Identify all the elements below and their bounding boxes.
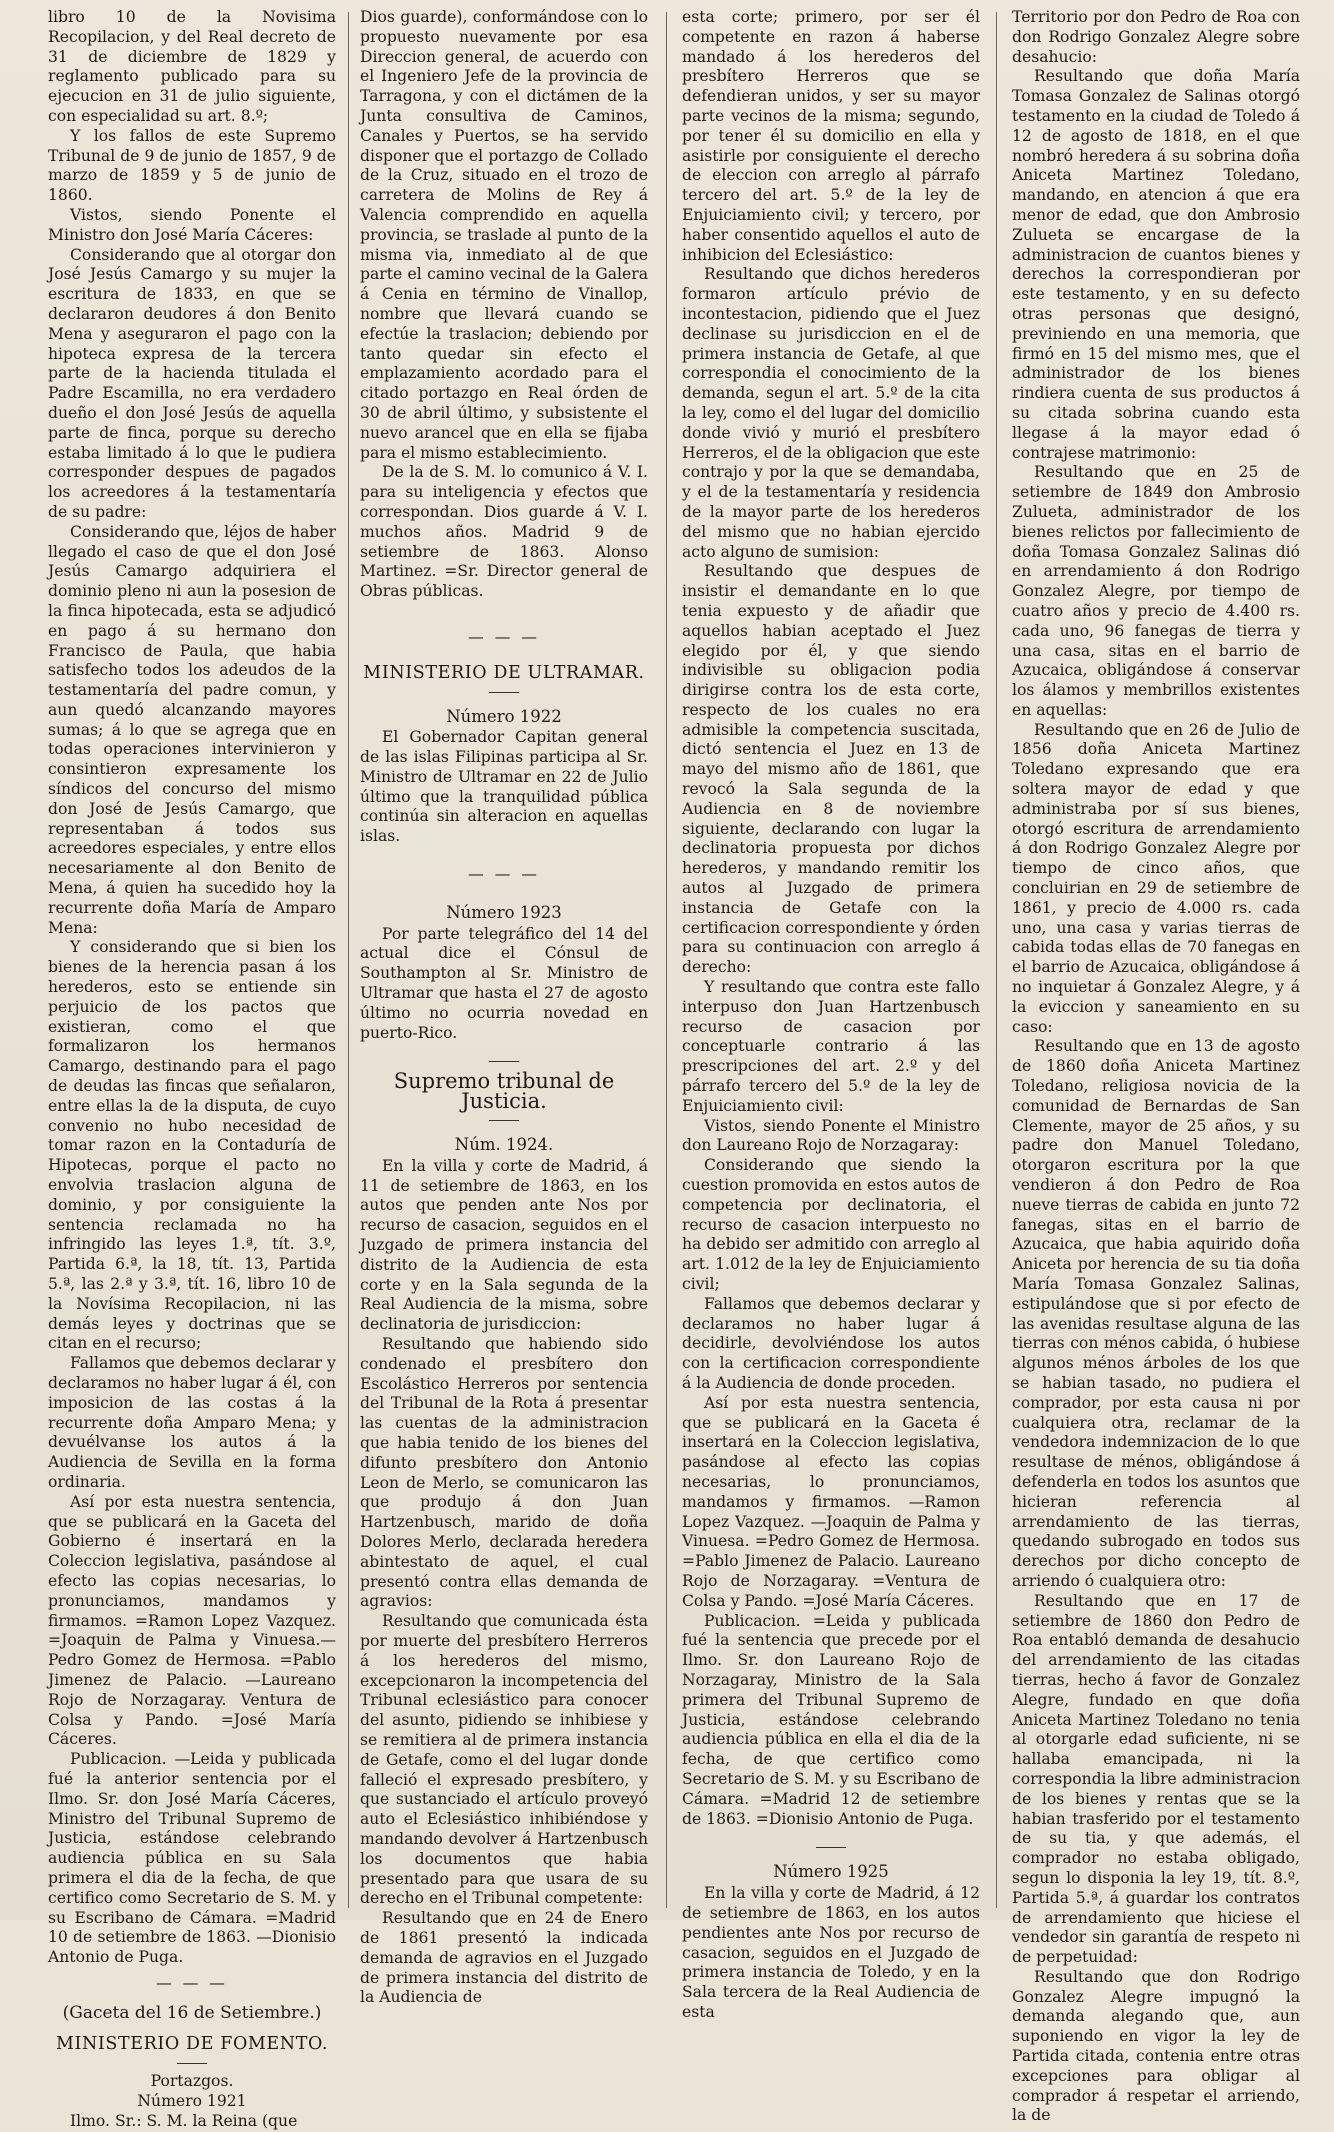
paragraph: Fallamos que debemos declarar y declaramos no haber lugar á decidirle, devolviéndose los autos con la certificacion correspondiente á la Audiencia de donde proceden. <box>682 1294 980 1392</box>
paragraph: Y considerando que si bien los bienes de la herencia pasan á los herederos, esto se entiende sin perjuicio de los pactos que existieran, como el que formalizaron los hermanos Camargo, destinando para el pago de deudas las fincas que señalaron, entre ellas la de la disputa, de cuyo convenio no hubo necesidad de tomar razon en la Contaduría de Hipotecas, porque el pacto no envolvia traslacion alguna de dominio, y por consiguiente la sentencia reclamada no ha infringido las leyes 1.ª, tít. 3.º, Partida 6.ª, la 18, tít. 13, Partida 5.ª, las 2.ª y 3.ª, tít. 16, libro 10 de la Novísima Recopilacion, ni las demás leyes y doctrinas que se citan en el recurso; <box>48 938 336 1353</box>
paragraph: Y resultando que contra este fallo interpuso don Juan Hartzenbusch recurso de casacion por conceptuarle contrario á las prescripciones del art. 2.º y del párrafo tercero del 5.º de la ley de Enjuiciamiento civil: <box>682 978 980 1115</box>
column-rule <box>996 12 997 1908</box>
column-3 <box>676 8 986 2021</box>
paragraph: Y los fallos de este Supremo Tribunal de 9 de junio de 1857, 9 de marzo de 1859 y 5 de junio de 1860. <box>48 126 336 205</box>
paragraph: Considerando que, léjos de haber llegado el caso de que el don José Jesús Camargo adquiriera el dominio pleno ni aun la posesion de la finca hipotecada, esta se adjudicó en pago á su hermano don Francisco de Paula, que habia satisfecho todos los adeudos de la testamentaría del padre comun, y aun quedó alcanzando mayores sumas; á lo que se agrega que en todas operaciones intervinieron y consintieron expresamente los síndicos del concurso del mismo don José de Jesús Camargo, que representaban á todos sus acreedores especiales, y entre ellos necesariamente al don Benito de Mena, á quien ha sucedido hoy la recurrente doña María de Amparo Mena: <box>48 522 336 937</box>
numero-1923: Número 1923 <box>446 902 562 922</box>
paragraph: Resultando que don Rodrigo Gonzalez Alegre impugnó la demanda alegando que, aun suponiendo en vigor la ley de Partida citada, contenia entre otras excepciones para obligar al comprador á respetar el arriendo, la de <box>1012 1967 1300 2125</box>
paragraph: Vistos, siendo Ponente el Ministro don Laureano Rojo de Norzagaray: <box>682 1116 980 1155</box>
paragraph: Así por esta nuestra sentencia, que se publicará en la Gaceta é insertará en la Coleccion legislativa, pasándose al efecto las copias necesarias, lo pronunciamos, mandamos y firmamos. —Ramon Lopez Vazquez. —Joaquin de Palma y Vinuesa. =Pedro Gomez de Hermosa. =Pablo Jimenez de Palacio. Laureano Rojo de Norzagaray. =Ventura de Colsa y Pando. =José María Cáceres. <box>682 1393 980 1610</box>
paragraph: Resultando que en 25 de setiembre de 1849 don Ambrosio Zulueta, administrador de los bienes relictos por fallecimiento de doña Tomasa Gonzalez Salinas dió en arrendamiento á don Rodrigo Gonzalez Alegre, por tiempo de cuatro años y precio de 4.400 rs. cada uno, 96 fanegas de tierra y una casa, sitas en el barrio de Azucaica, obligándose á conservar los álamos y membrillos existentes en aquellas: <box>1012 463 1300 719</box>
column-1 <box>42 8 342 2130</box>
paragraph: En la villa y corte de Madrid, á 11 de setiembre de 1863, en los autos que penden ante Nos por recurso de casacion, seguidos en el Juzgado de primera instancia del distrito de la Audiencia de esta corte y en la Sala segunda de la Real Audiencia de la misma, sobre declinatoria de jurisdiccion: <box>360 1156 648 1334</box>
paragraph: Considerando que siendo la cuestion promovida en estos autos de competencia por declinatoria, el recurso de casacion interpuesto no ha debido ser admitido con arreglo al art. 1.012 de la ley de Enjuiciamiento civil; <box>682 1156 980 1293</box>
portazgos-subheading: Portazgos. <box>150 2072 234 2091</box>
column-rule <box>666 12 667 1908</box>
paragraph: Resultando que despues de insistir el demandante en lo que tenia expuesto y de añadir que aquellos habian aceptado el Juez elegido por él, y que siendo indivisible su obligacion podia dirigirse contra los de esta corte, respecto de los cuales no era admisible la competencia suscitada, dictó sentencia el Juez en 13 de mayo del mismo año de 1861, que revocó la Sala segunda de la Audiencia en 8 de noviembre siguiente, declarando con lugar la declinatoria propuesta por dichos herederos, y mandando remitir los autos al Juzgado de primera instancia de Getafe con la certificacion correspondiente y órden para su continuacion con arreglo á derecho: <box>682 562 980 977</box>
paragraph: Publicacion. —Leida y publicada fué la anterior sentencia por el Ilmo. Sr. don José María Cáceres, Ministro del Tribunal Supremo de Justicia, estándose celebrando audiencia pública en su Sala primera el dia de la fecha, de que certifico como Secretario de S. M. y su Escribano de Cámara. =Madrid 10 de setiembre de 1863. —Dionisio Antonio de Puga. <box>48 1750 336 1967</box>
paragraph: En la villa y corte de Madrid, á 12 de setiembre de 1863, en los autos pendientes ante Nos por recurso de casacion, seguidos en el Juzgado de primera instancia de Toledo, y en la Sala tercera de la Real Audiencia de esta <box>682 1884 980 2021</box>
paragraph: Dios guarde), conformándose con lo propuesto nuevamente por esa Direccion general, de acuerdo con el Ingeniero Jefe de la provincia de Tarragona, y con el dictámen de la Junta consultiva de Caminos, Canales y Puertos, se ha servido disponer que el portazgo de Collado de la Cruz, situado en el trozo de carretera de Molins de Rey á Valencia comprendido en aquella provincia, se traslade al punto de la misma via, inmediato al de que parte el camino vecinal de la Galera á Cenia en término de Vinallop, nombre que llevará cuando se efectúe la traslacion; debiendo por tanto quedar sin efecto el emplazamiento acordado para el citado portazgo en Real órden de 30 de abril último, y subsistente el nuevo arancel que en ella se fijaba para el mismo establecimiento. <box>360 8 648 462</box>
paragraph: Resultando que en 13 de agosto de 1860 doña Aniceta Martinez Toledano, religiosa novicia de la comunidad de Bernardas de San Clemente, mayor de 25 años, y su padre don Manuel Toledano, otorgaron escritura por la que vendieron á don Pedro de Roa nueve tierras de cabida en junto 72 fanegas, sitas en el barrio de Azucaica, que habia aquirido doña Aniceta por herencia de su tia doña María Tomasa Gonzalez Salinas, estipulándose que si por efecto de las avenidas resultase alguna de las tierras con ménos cabida, ó hubiese algunos ménos árboles de los que se habian tasado, no pudiera el comprador, por esta causa ni por cualquiera otra, reclamar de la vendedora indemnizacion de lo que resultase de ménos, obligándose á defenderla en todos los asuntos que hicieran referencia al arrendamiento de las tierras, quedando subrogado en todos sus derechos por dicho concepto de arriendo ó cualquiera otro: <box>1012 1037 1300 1590</box>
divider <box>489 1120 519 1121</box>
ministerio-ultramar-heading: MINISTERIO DE ULTRAMAR. <box>363 662 645 683</box>
separator: — — — <box>468 627 540 646</box>
paragraph: Resultando que en 24 de Enero de 1861 presentó la indicada demanda de agravios en el Juzgado de primera instancia del distrito de la Audiencia de <box>360 1909 648 2007</box>
paragraph: libro 10 de la Novisima Recopilacion, y del Real decreto de 31 de diciembre de 1829 y reglamento publicado para su ejecucion en 31 de julio siguiente, con especialidad su art. 8.º; <box>48 8 336 125</box>
paragraph: Por parte telegráfico del 14 del actual dice el Cónsul de Southampton al Sr. Ministro de Ultramar que hasta el 27 de agosto último no ocurria novedad en puerto-Rico. <box>360 924 648 1042</box>
divider <box>489 692 519 693</box>
column-rule <box>348 12 349 1908</box>
paragraph: Territorio por don Pedro de Roa con don Rodrigo Gonzalez Alegre sobre desahucio: <box>1012 8 1300 66</box>
column-2 <box>354 8 654 2007</box>
paragraph: esta corte; primero, por ser él competente en razon á haberse mandado á los herederos del presbítero Herreros que se defendieran unidos, y ser su mayor parte vecinos de la misma; segundo, por tener él su domicilio en ella y asistirle por consiguiente el derecho de eleccion con arreglo al párrafo tercero del art. 5.º de la ley de Enjuiciamiento civil; y tercero, por haber consentido aquellos el auto de inhibicion del Eclesiástico: <box>682 8 980 264</box>
separator: — — — <box>468 865 540 884</box>
numero-1924: Núm. 1924. <box>454 1135 554 1155</box>
numero-1922: Número 1922 <box>446 706 562 726</box>
numero-1925: Número 1925 <box>773 1862 889 1882</box>
paragraph: De la de S. M. lo comunico á V. I. para su inteligencia y efectos que correspondan. Dios guarde á V. I. muchos años. Madrid 9 de setiembre de 1863. Alonso Martinez. =Sr. Director general de Obras públicas. <box>360 463 648 601</box>
paragraph: Resultando que doña María Tomasa Gonzalez de Salinas otorgó testamento en la ciudad de Toledo á 12 de agosto de 1818, en el que nombró heredera á su sobrina doña Aniceta Martinez Toledano, mandando, en atencion á que era menor de edad, que don Ambrosio Zulueta se encargase de la administracion de cuantos bienes y derechos la correspondieran por este testamento, y en su defecto otras personas que designó, previniendo en una memoria, que firmó en 15 del mismo mes, que el administrador de los bienes rindiera cuenta de sus productos á su citada sobrina cuando esta llegase á la mayor edad ó contrajese matrimonio: <box>1012 67 1300 462</box>
divider <box>177 2063 207 2064</box>
paragraph: Publicacion. =Leida y publicada fué la sentencia que precede por el Ilmo. Sr. don Laureano Rojo de Norzagaray, Ministro de la Sala primera del Tribunal Supremo de Justicia, estándose celebrando audiencia pública en ella el dia de la fecha, de que certifico como Secretario de S. M. y su Escribano de Cámara. =Madrid 12 de setiembre de 1863. =Dionisio Antonio de Puga. <box>682 1611 980 1828</box>
separator: — — — <box>156 1973 228 1992</box>
supremo-tribunal-heading: Supremo tribunal de Justicia. <box>393 1069 615 1114</box>
divider <box>816 1847 846 1848</box>
column-4 <box>1006 8 1306 2125</box>
paragraph: El Gobernador Capitan general de las islas Filipinas participa al Sr. Ministro de Ultramar en 22 de Julio último que la tranquilidad pública continúa sin alteracion en aquellas islas. <box>360 728 648 846</box>
gaceta-date-line: (Gaceta del 16 de Setiembre.) <box>62 2002 322 2023</box>
paragraph: Fallamos que debemos declarar y declaramos no haber lugar á él, con imposicion de las costas á la recurrente doña Amparo Mena; y devuélvanse los autos á la Audiencia de Sevilla en la forma ordinaria. <box>48 1354 336 1491</box>
paragraph: Resultando que en 17 de setiembre de 1860 don Pedro de Roa entabló demanda de desahucio del arrendamiento de las citadas tierras, hecho á favor de Gonzalez Alegre, fundado en que doña Aniceta Martinez Toledano no tenia al otorgarle edad suficiente, ni se hallaba emancipada, ni la correspondia la libre administracion de los bienes y rentas que se la habian trasferido por el testamento de su tia, y que además, el comprador no estaba obligado, segun lo disponia la ley 19, tít. 8.º, Partida 5.ª, á guardar los contratos de arrendamiento que hiciese el vendedor sin garantía de respeto ni de perpetuidad: <box>1012 1591 1300 1967</box>
divider <box>489 1061 519 1062</box>
ministerio-fomento-heading: MINISTERIO DE FOMENTO. <box>55 2034 329 2055</box>
paragraph: Así por esta nuestra sentencia, que se publicará en la Gaceta del Gobierno é insertará en la Coleccion legislativa, pasándose al efecto las copias necesarias, lo pronunciamos, mandamos y firmamos. =Ramon Lopez Vazquez. =Joaquin de Palma y Vinuesa.—Pedro Gomez de Hermosa. =Pablo Jimenez de Palacio. —Laureano Rojo de Norzagaray. Ventura de Colsa y Pando. =José María Cáceres. <box>48 1492 336 1749</box>
numero-1921: Número 1921 <box>137 2092 247 2111</box>
paragraph: Vistos, siendo Ponente el Ministro don José María Cáceres: <box>48 205 336 244</box>
paragraph: Resultando que dichos herederos formaron artículo prévio de incontestacion, pidiendo que el Juez declinase su jurisdiccion en el de primera instancia de Getafe, al que correspondia el conocimiento de la demanda, segun el art. 5.º de la cita la ley, como el del lugar del domicilio donde vivió y murió el presbítero Herreros, el de la obligacion que este contrajo y por la que se demandaba, y el de la testamentaría y residencia de la mayor parte de los herederos del mismo que no habian ejercido acto alguno de sumision: <box>682 265 980 561</box>
paragraph: Resultando que en 26 de Julio de 1856 doña Aniceta Martinez Toledano expresando que era soltera mayor de edad y que administraba por sí sus bienes, otorgó escritura de arrendamiento á don Rodrigo Gonzalez Alegre por tiempo de cinco años, que concluirian en 29 de setiembre de 1861, y precio de 4.000 rs. cada uno, una casa y varias tierras de cabida todas ellas de 70 fanegas en el barrio de Azucaica, obligándose á no inquietar á Gonzalez Alegre, y á la eviccion y saneamiento en su caso: <box>1012 720 1300 1036</box>
paragraph: Resultando que habiendo sido condenado el presbítero don Escolástico Herreros por sentencia del Tribunal de la Rota á presentar las cuentas de la administracion que habia tenido de los bienes del difunto presbítero don Antonio Leon de Merlo, se comunicaron las que produjo á don Juan Hartzenbusch, marido de doña Dolores Merlo, declarada heredera abintestato de aquel, el cual presentó contra ellas demanda de agravios: <box>360 1335 648 1611</box>
paragraph: Considerando que al otorgar don José Jesús Camargo y su mujer la escritura de 1833, en que se declararon deudores á don Benito Mena y aseguraron el pago con la hipoteca expresa de la tercera parte de la hacienda titulada el Padre Escamilla, no era verdadero dueño el don José Jesús de aquella parte de finca, porque su derecho estaba limitado á lo que le pudiera corresponder despues de pagados los acreedores á la testamentaría de su padre: <box>48 245 336 521</box>
paragraph: Resultando que comunicada ésta por muerte del presbítero Herreros á los herederos del mismo, excepcionaron la incompetencia del Tribunal eclesiástico para conocer del asunto, pidiendo se inhibiese y se remitiera al de primera instancia de Getafe, como el del lugar donde falleció el expresado presbítero, y que sustanciado el artículo proveyó auto el Eclesiástico inhibiéndose y mandando devolver á Hartzenbusch los documentos que habia presentado para que usara de su derecho en el Tribunal competente: <box>360 1612 648 1908</box>
paragraph: Ilmo. Sr.: S. M. la Reina (que <box>70 2111 298 2130</box>
